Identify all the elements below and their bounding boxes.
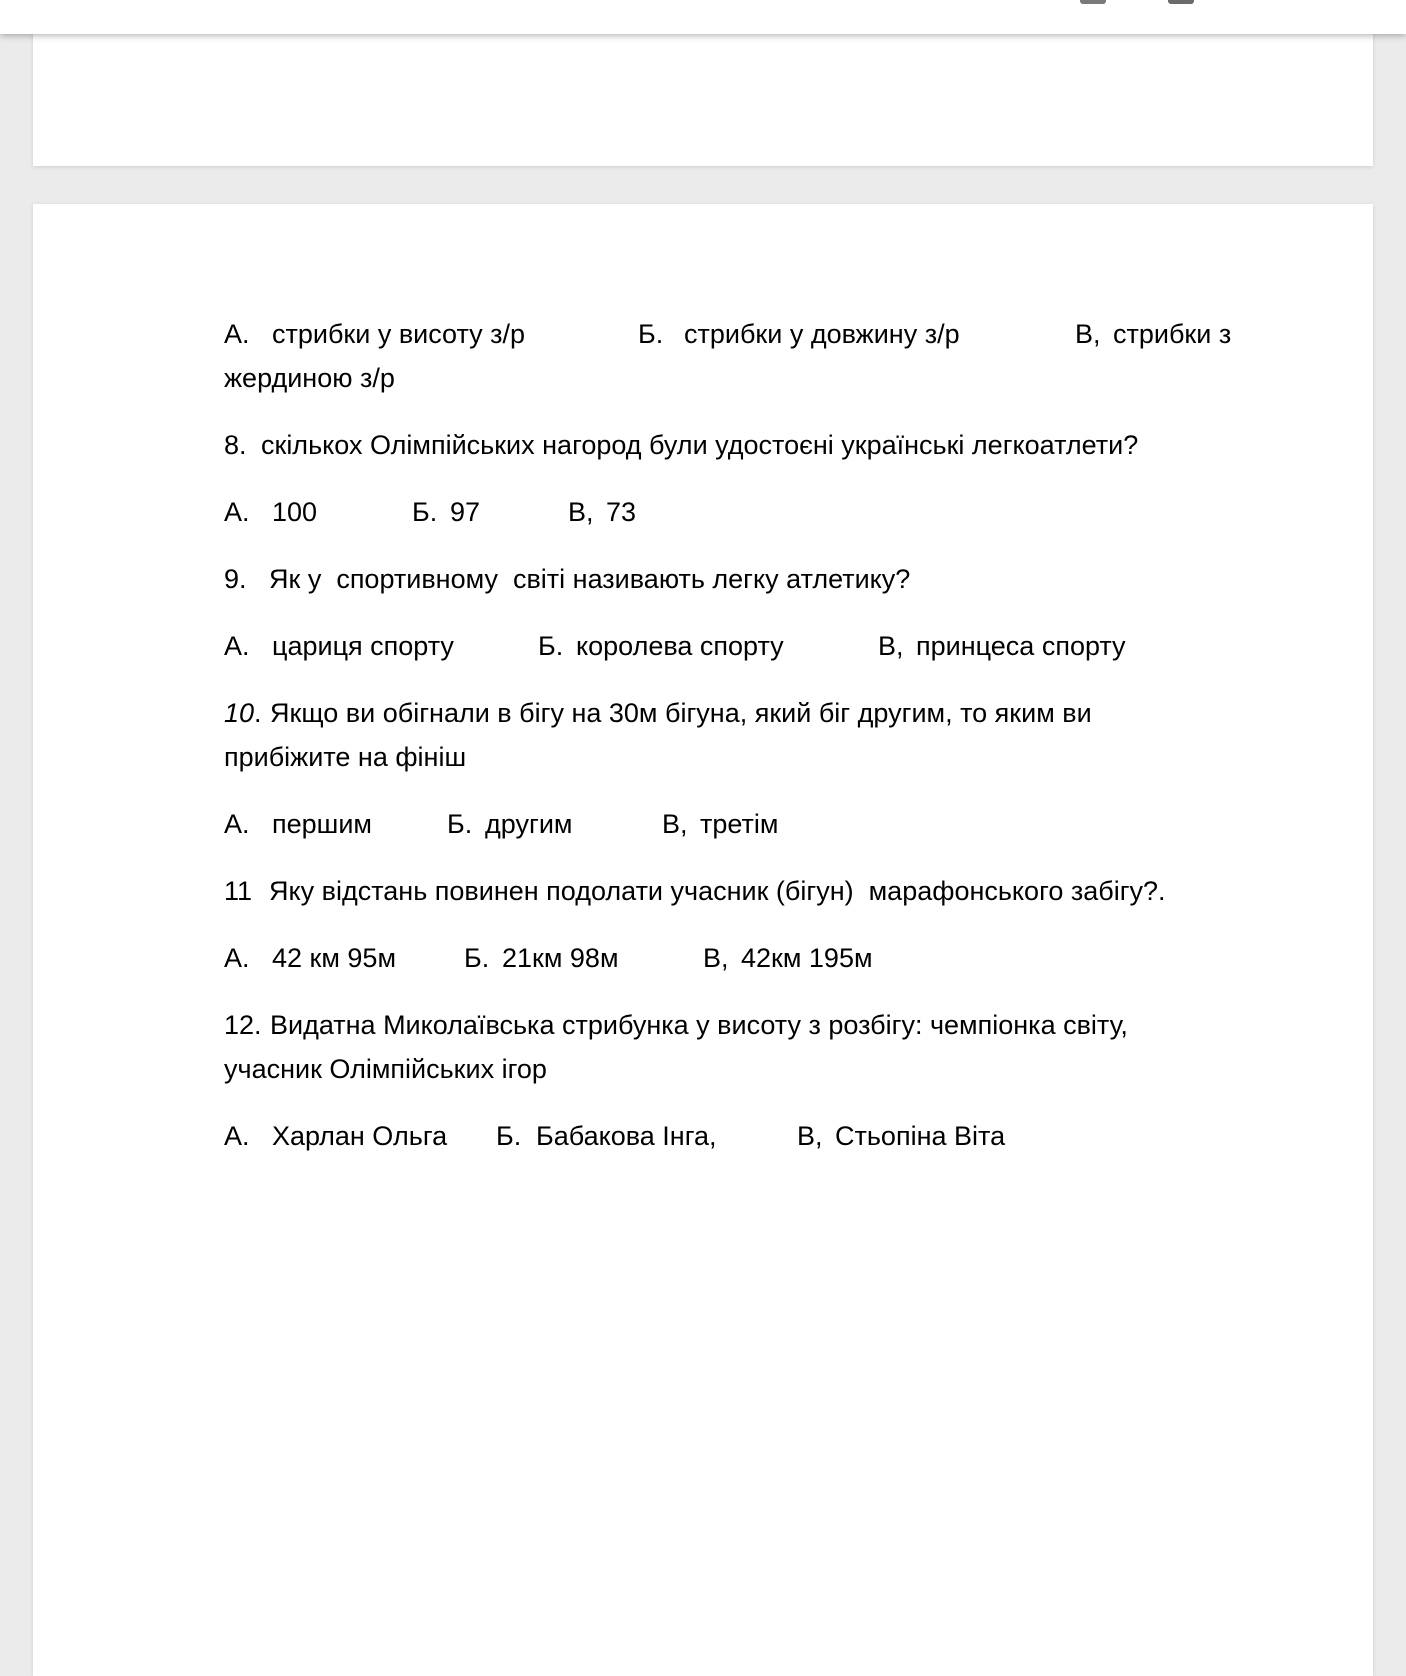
- option-text: Бабакова Інга,: [536, 1121, 717, 1151]
- option-text-continued: жердиною з/р: [224, 363, 395, 393]
- option-a[interactable]: [224, 1114, 447, 1158]
- option-text: стрибки у висоту з/р: [272, 319, 526, 349]
- option-text: 21км 98м: [502, 943, 619, 973]
- option-text: стрибки у довжину з/р: [684, 319, 960, 349]
- option-text: 100: [272, 497, 318, 527]
- option-text: цариця спорту: [272, 631, 454, 661]
- question-12: [224, 1003, 1224, 1047]
- option-b[interactable]: [538, 624, 784, 668]
- options-row-q10: [224, 802, 1224, 846]
- question-number-dot: .: [254, 698, 262, 728]
- toolbar-button[interactable]: [1080, 0, 1106, 4]
- option-text: стрибки з: [1113, 319, 1232, 349]
- option-c[interactable]: [1075, 312, 1231, 356]
- toolbar-button[interactable]: [1168, 0, 1194, 4]
- option-letter: В,: [703, 943, 729, 973]
- question-number: 12.: [224, 1010, 262, 1040]
- option-letter: В,: [662, 809, 688, 839]
- option-letter: В,: [1075, 319, 1101, 349]
- option-text: другим: [485, 809, 573, 839]
- options-row-q7-cont: [224, 356, 1224, 400]
- option-text: Харлан Ольга: [272, 1121, 448, 1151]
- option-a[interactable]: [224, 312, 525, 356]
- option-text: третім: [700, 809, 779, 839]
- option-letter: Б.: [464, 943, 490, 973]
- question-text: Яку відстань повинен подолати учасник (бігун) марафонського забігу?.: [269, 876, 1166, 906]
- option-b[interactable]: [496, 1114, 716, 1158]
- option-a[interactable]: [224, 490, 317, 534]
- option-a[interactable]: [224, 624, 454, 668]
- option-letter: А.: [224, 631, 250, 661]
- option-b[interactable]: [464, 936, 619, 980]
- option-letter: Б.: [538, 631, 564, 661]
- option-letter: А.: [224, 943, 250, 973]
- question-12-cont: [224, 1047, 1224, 1091]
- option-c[interactable]: [568, 490, 636, 534]
- option-text: королева спорту: [576, 631, 784, 661]
- option-text: 42 км 95м: [272, 943, 397, 973]
- option-letter: Б.: [638, 319, 664, 349]
- option-c[interactable]: [703, 936, 873, 980]
- page-content: [224, 312, 1232, 1158]
- option-letter: В,: [568, 497, 594, 527]
- question-10: [224, 691, 1224, 735]
- question-10-cont: [224, 735, 1224, 779]
- question-text: Як у спортивному світі називають легку атлетику?: [269, 564, 911, 594]
- option-text: 73: [606, 497, 637, 527]
- question-9: [224, 557, 1224, 601]
- options-row-q8: [224, 490, 1224, 534]
- option-letter: А.: [224, 1121, 250, 1151]
- option-b[interactable]: [447, 802, 572, 846]
- option-b[interactable]: [638, 312, 960, 356]
- option-letter: В,: [878, 631, 904, 661]
- options-row-q7: [224, 312, 1232, 356]
- option-text: першим: [272, 809, 372, 839]
- question-text: Видатна Миколаївська стрибунка у висоту з розбігу: чемпіонка світу,: [270, 1010, 1128, 1040]
- options-row-q9: [224, 624, 1224, 668]
- option-text: принцеса спорту: [916, 631, 1126, 661]
- option-c[interactable]: [878, 624, 1126, 668]
- option-c[interactable]: [797, 1114, 1005, 1158]
- option-c[interactable]: [662, 802, 778, 846]
- option-text: 42км 195м: [741, 943, 873, 973]
- option-a[interactable]: [224, 802, 372, 846]
- question-text: Якщо ви обігнали в бігу на 30м бігуна, який біг другим, то яким ви: [270, 698, 1092, 728]
- options-row-q11: [224, 936, 1224, 980]
- option-letter: Б.: [412, 497, 438, 527]
- option-letter: А.: [224, 809, 250, 839]
- option-letter: А.: [224, 319, 250, 349]
- question-number: 11: [224, 876, 253, 906]
- option-text: 97: [450, 497, 481, 527]
- option-a[interactable]: [224, 936, 396, 980]
- option-b[interactable]: [412, 490, 480, 534]
- question-number: 9.: [224, 564, 247, 594]
- question-text: скількох Олімпійських нагород були удостоєні українські легкоатлети?: [261, 430, 1139, 460]
- question-number: 8.: [224, 430, 247, 460]
- option-letter: Б.: [447, 809, 473, 839]
- question-11: [224, 869, 1224, 913]
- option-letter: А.: [224, 497, 250, 527]
- option-letter: В,: [797, 1121, 823, 1151]
- option-letter: Б.: [496, 1121, 522, 1151]
- current-page: [33, 204, 1373, 1676]
- viewer-toolbar: [0, 0, 1406, 34]
- question-8: [224, 423, 1224, 467]
- question-text-continued: прибіжите на фініш: [224, 742, 467, 772]
- option-text: Стьопіна Віта: [835, 1121, 1006, 1151]
- options-row-q12: [224, 1114, 1224, 1158]
- question-text-continued: учасник Олімпійських ігор: [224, 1054, 547, 1084]
- question-number: 10: [224, 698, 255, 728]
